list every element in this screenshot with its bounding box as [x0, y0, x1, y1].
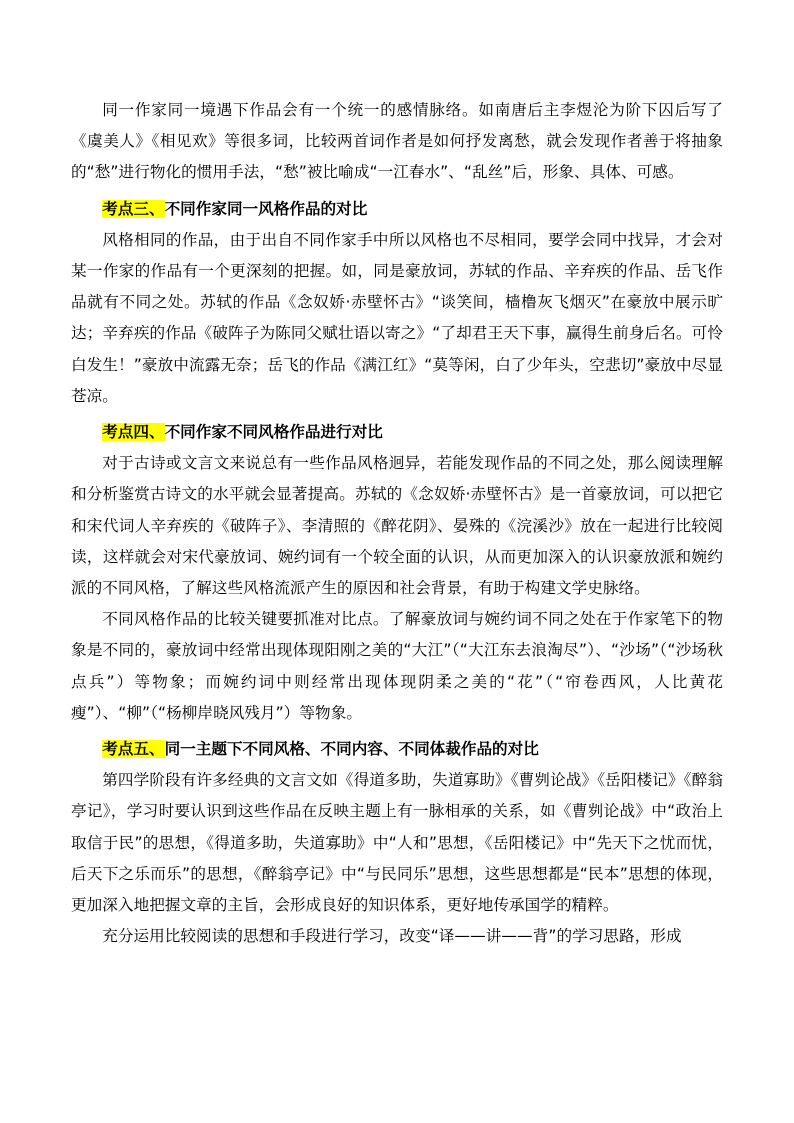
paragraph-2: 风格相同的作品，由于出自不同作家手中所以风格也不尽相同，要学会同中找异，才会对某一作家的作品有一个更深刻的把握。如，同是豪放词，苏轼的作品、辛弃疾的作品、岳飞作品就有不同之处。苏轼的作品《念奴娇·赤壁怀古》“谈笑间，樯橹灰飞烟灭”在豪放中展示旷达；辛弃疾的作品《破阵子为陈同父赋壮语以寄之》“了却君王天下事，赢得生前身后名。可怜白发生！”豪放中流露无奈；岳飞的作品《满江红》“莫等闲，白了少年头，空悲切”豪放中尽显苍凉。 [71, 230, 723, 405]
paragraph-4: 不同风格作品的比较关键要抓准对比点。了解豪放词与婉约词不同之处在于作家笔下的物象是不同的，豪放词中经常出现体现阳刚之美的“大江”（“大江东去浪淘尽”）、“沙场”（“沙场秋点兵”）等物象；而婉约词中则经常出现体现阴柔之美的“花”（“帘卷西风，人比黄花瘦”）、“柳”（“杨柳岸晓风残月”）等物象。 [71, 610, 723, 722]
heading-3-label: 考点三、 [102, 199, 165, 218]
heading-4-label: 考点四、 [102, 423, 165, 442]
paragraph-6: 充分运用比较阅读的思想和手段进行学习，改变“译——讲——背”的学习思路，形成 [102, 927, 682, 946]
heading-kaodian-5 [71, 734, 723, 765]
heading-4-text: 不同作家不同风格作品进行对比 [164, 423, 383, 442]
heading-5-label: 考点五、 [102, 740, 165, 759]
heading-3-text: 不同作家同一风格作品的对比 [164, 199, 368, 218]
document-page [71, 95, 723, 952]
paragraph-1: 同一作家同一境遇下作品会有一个统一的感情脉络。如南唐后主李煜沦为阶下囚后写了《虞美人》《相见欢》等很多词，比较两首词作者是如何抒发离愁，就会发现作者善于将抽象的“愁”进行物化的惯用手法，“愁”被比喻成“一江春水”、“乱丝”后，形象、具体、可感。 [71, 101, 723, 182]
heading-5-text: 同一主题下不同风格、不同内容、不同体裁作品的对比 [164, 740, 539, 759]
heading-kaodian-3 [71, 194, 723, 225]
heading-kaodian-4 [71, 417, 723, 448]
paragraph-5: 第四学阶段有许多经典的文言文如《得道多助，失道寡助》《曹刿论战》《岳阳楼记》《醉翁亭记》，学习时要认识到这些作品在反映主题上有一脉相承的关系，如《曹刿论战》中“政治上取信于民”的思想，《得道多助，失道寡助》中“人和”思想，《岳阳楼记》中“先天下之忧而忧，后天下之乐而乐”的思想，《醉翁亭记》中“与民同乐”思想，这些思想都是“民本”思想的体现，更加深入地把握文章的主旨，会形成良好的知识体系，更好地传承国学的精粹。 [71, 771, 723, 915]
paragraph-3: 对于古诗或文言文来说总有一些作品风格迥异，若能发现作品的不同之处，那么阅读理解和分析鉴赏古诗文的水平就会显著提高。苏轼的《念奴娇·赤壁怀古》是一首豪放词，可以把它和宋代词人辛弃疾的《破阵子》、李清照的《醉花阴》、晏殊的《浣溪沙》放在一起进行比较阅读，这样就会对宋代豪放词、婉约词有一个较全面的认识，从而更加深入的认识豪放派和婉约派的不同风格，了解这些风格流派产生的原因和社会背景，有助于构建文学史脉络。 [71, 454, 723, 598]
